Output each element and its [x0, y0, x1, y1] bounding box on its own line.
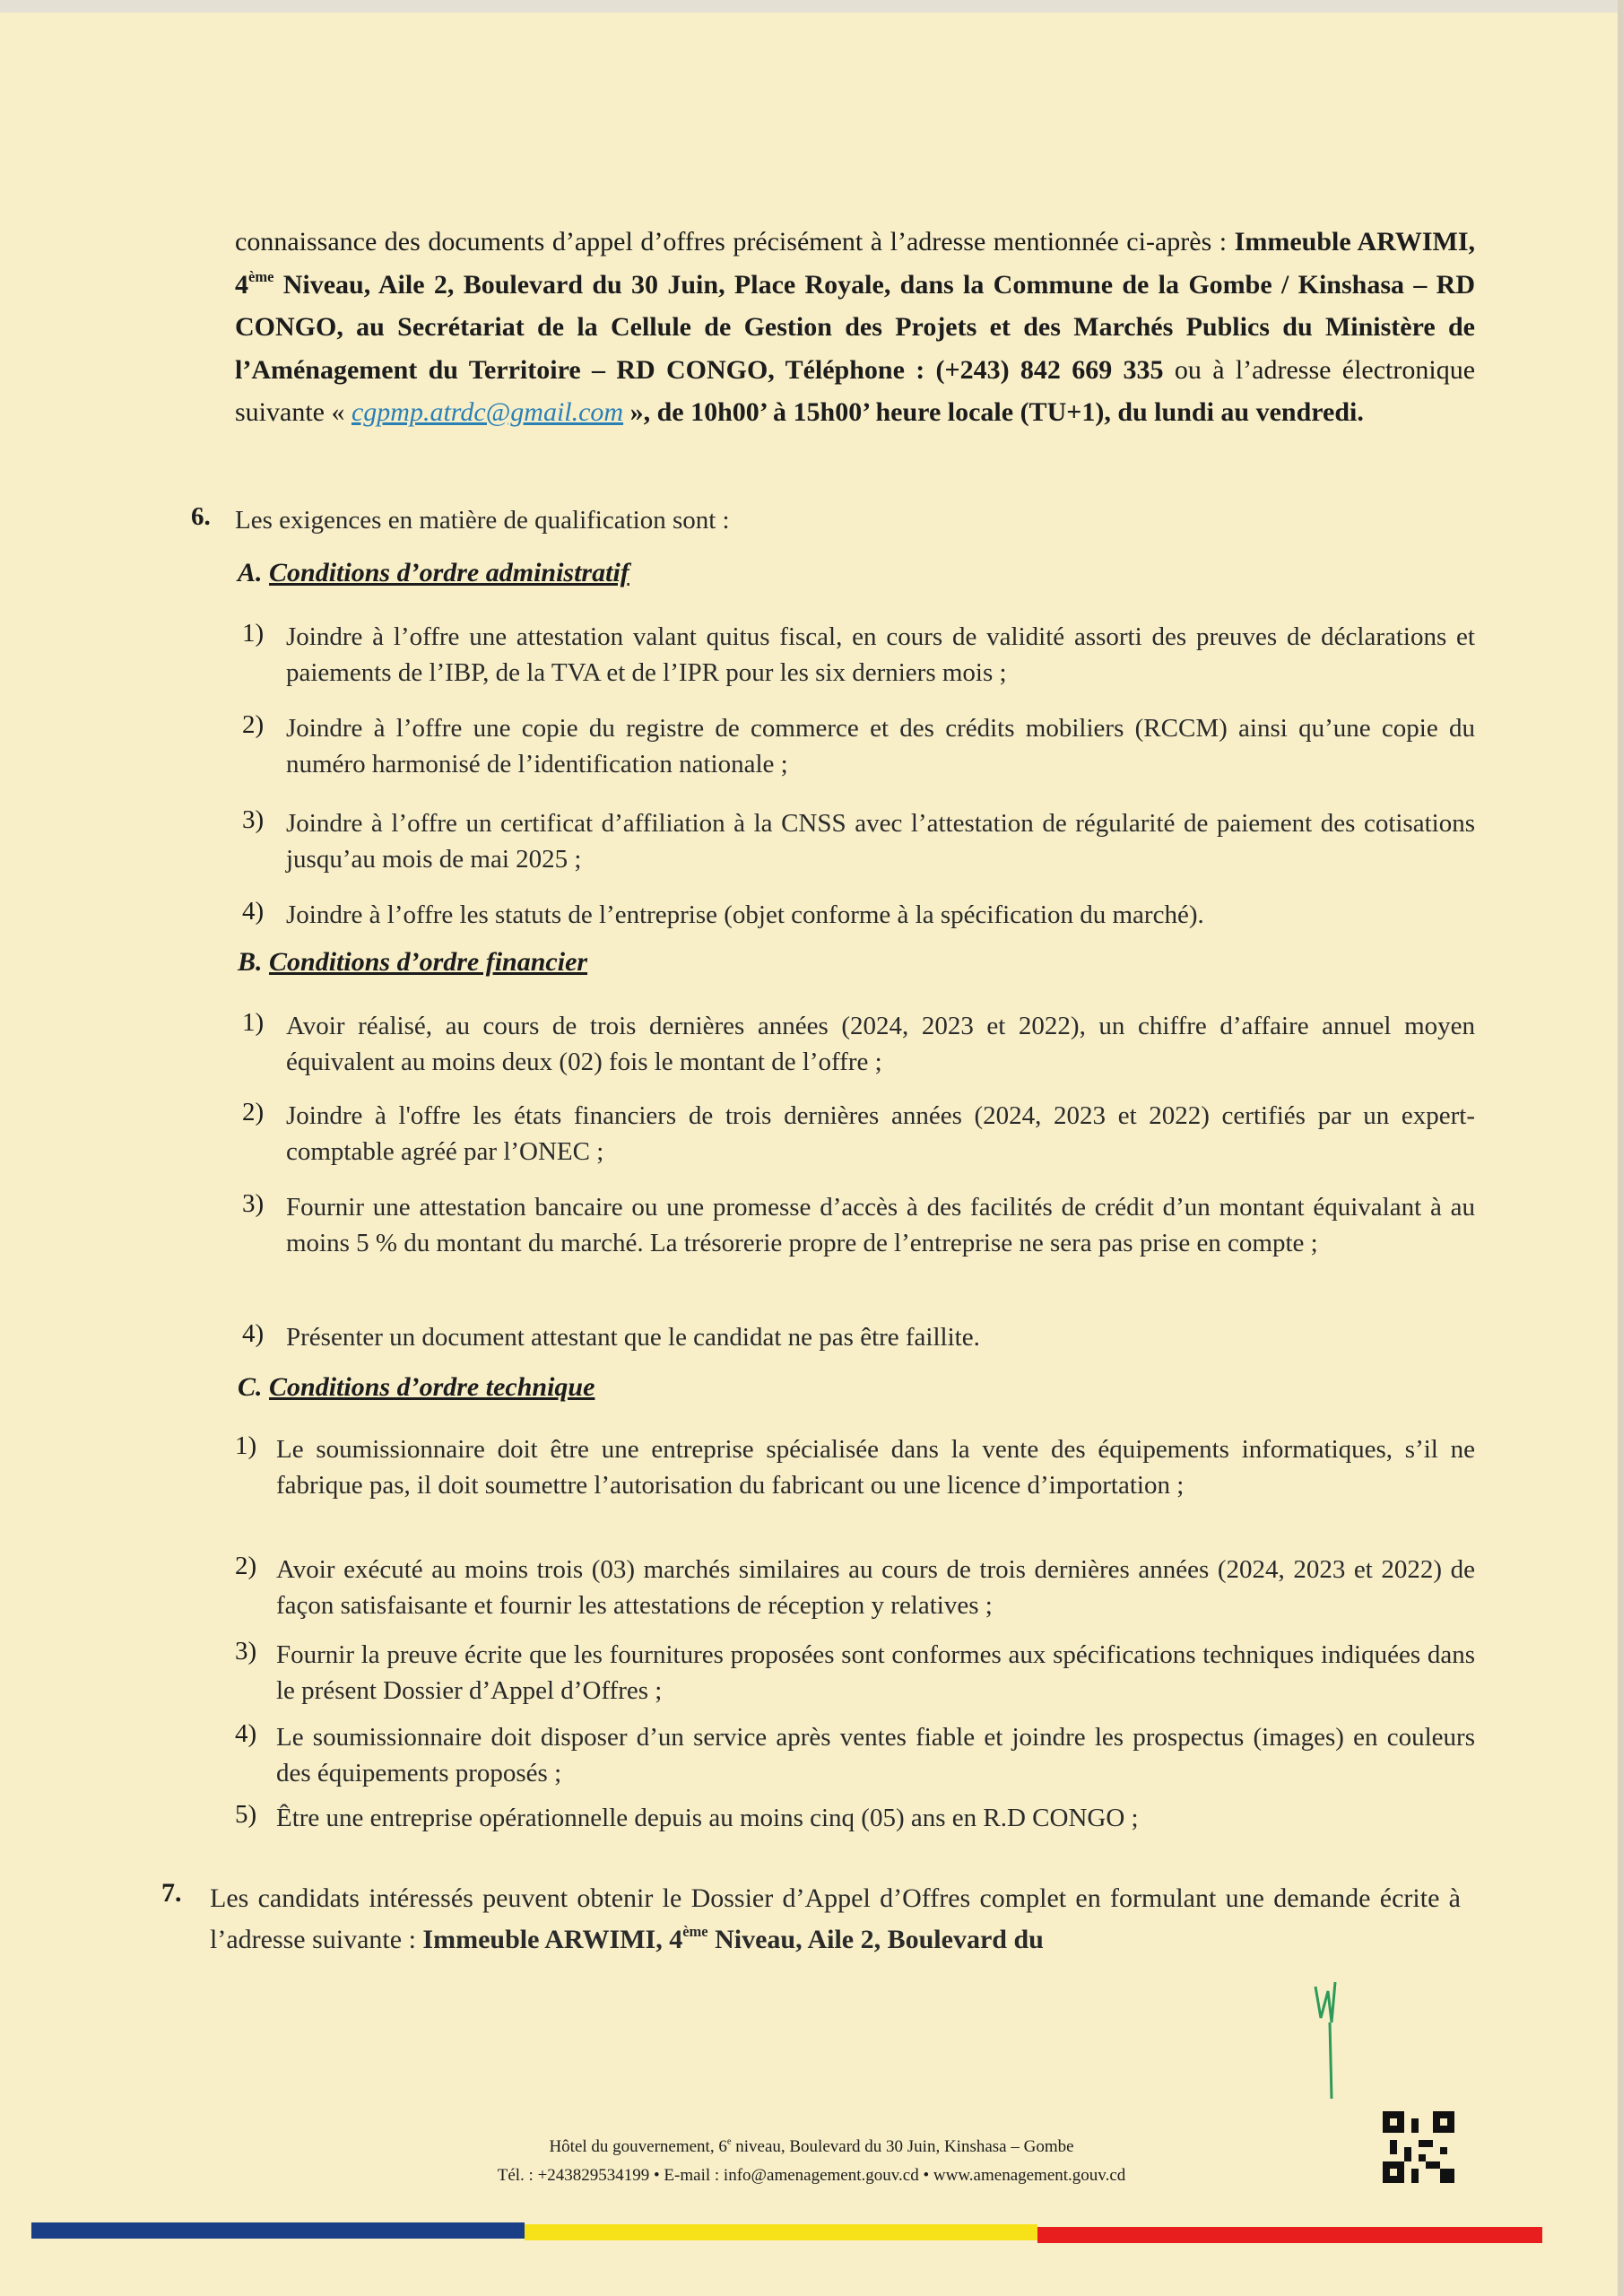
section-6-text: Les exigences en matière de qualification sont : [235, 506, 730, 535]
list-item-text: Joindre à l’offre les statuts de l’entreprise (objet conforme à la spécification du marché). [286, 900, 1204, 929]
intro-paragraph [235, 221, 1475, 434]
list-item-number: 3) [235, 1637, 257, 1665]
address-part: Niveau, Aile 2, Boulevard du 30 Juin, Place Royale, dans la Commune de la Gombe / Kinshasa – RD CONGO, au Secrétariat de la Cellule de Gestion des Projets et des Marchés Publics du Ministère de l’Aménagement du Territoire – RD CONGO, Téléphone : (+243) 842 669 335 [235, 269, 1475, 385]
section-7-body: Les candidats intéressés peuvent obtenir le Dossier d’Appel d’Offres complet en formulant une demande écrite à l’adresse suivante : [210, 1883, 1461, 1954]
section-b-heading [238, 947, 587, 978]
list-item-number: 5) [235, 1800, 257, 1829]
section-a-heading [238, 558, 629, 588]
address-part: Immeuble ARWIMI, 4 [422, 1925, 683, 1954]
list-item-text: Le soumissionnaire doit être une entreprise spécialisée dans la vente des équipements informatiques, s’il ne fabrique pas, il doit soumettre l’autorisation du fabricant ou une licence d’importation ; [276, 1435, 1475, 1500]
list-item-number: 3) [242, 1189, 265, 1218]
footer-contact: Tél. : +243829534199 • E-mail : info@amenagement.gouv.cd • www.amenagement.gouv.cd [497, 2166, 1126, 2185]
list-item-number: 2) [242, 1098, 265, 1126]
heading-letter: C. [238, 1372, 263, 1402]
list-item-text: Fournir la preuve écrite que les fournitures proposées sont conformes aux spécifications techniques indiquées dans le présent Dossier d’Appel d’Offres ; [276, 1640, 1475, 1705]
list-item-number: 2) [235, 1552, 257, 1580]
list-item-number: 3) [242, 805, 265, 834]
qr-code-icon [1383, 2111, 1454, 2183]
footer-address-part: Hôtel du gouvernement, 6 [549, 2137, 727, 2156]
footer-address-part: niveau, Boulevard du 30 Juin, Kinshasa – Gombe [731, 2137, 1074, 2156]
list-item-number: 1) [235, 1431, 257, 1460]
list-item-text: Joindre à l’offre une copie du registre de commerce et des crédits mobiliers (RCCM) ainsi qu’une copie du numéro harmonisé de l’identification nationale ; [286, 714, 1475, 778]
scan-right-edge [1618, 0, 1623, 2296]
list-item-text: Avoir exécuté au moins trois (03) marchés similaires au cours de trois dernières années (2024, 2023 et 2022) de façon satisfaisante et fournir les attestations de réception y relatives ; [276, 1555, 1475, 1620]
section-c-heading [238, 1372, 595, 1403]
flag-stripe-red [1037, 2227, 1542, 2243]
heading-letter: B. [238, 947, 263, 977]
intro-or-text: ou à l’adresse électronique suivante « [235, 354, 1476, 427]
address-part: Niveau, Aile 2, Boulevard du [707, 1925, 1044, 1954]
intro-lead: connaissance des documents d’appel d’offres précisément à l’adresse mentionnée ci-après : [235, 227, 1228, 257]
scan-top-edge [0, 0, 1623, 13]
section-7-text [210, 1878, 1461, 1961]
address-sup: ème [682, 1922, 708, 1940]
heading-title: Conditions d’ordre administratif [269, 558, 629, 587]
list-item-number: 1) [242, 1008, 265, 1037]
address-part: Immeuble ARWIMI, 4 [235, 227, 1475, 300]
footer-address [0, 2135, 1623, 2160]
footer-sup: e [726, 2136, 732, 2147]
section-7-number: 7. [161, 1878, 182, 1908]
intro-hours: », de 10h00’ à 15h00’ heure locale (TU+1), du lundi au vendredi. [623, 397, 1364, 427]
list-item-number: 4) [235, 1719, 257, 1748]
list-item-text: Avoir réalisé, au cours de trois dernières années (2024, 2023 et 2022), un chiffre d’affaire annuel moyen équivalent au moins deux (02) fois le montant de l’offre ; [286, 1012, 1475, 1076]
signature-mark [1305, 1969, 1358, 2103]
list-item-text: Joindre à l’offre un certificat d’affiliation à la CNSS avec l’attestation de régularité de paiement des cotisations jusqu’au mois de mai 2025 ; [286, 809, 1475, 874]
flag-stripe-yellow [525, 2224, 1037, 2240]
list-item-number: 1) [242, 619, 265, 648]
heading-title: Conditions d’ordre technique [269, 1372, 595, 1402]
list-item-number: 4) [242, 897, 265, 926]
list-item-text: Présenter un document attestant que le candidat ne pas être faillite. [286, 1323, 980, 1352]
list-item-text: Le soumissionnaire doit disposer d’un service après ventes fiable et joindre les prospectus (images) en couleurs des équipements proposés ; [276, 1723, 1475, 1787]
email-link[interactable]: cgpmp.atrdc@gmail.com [351, 397, 624, 427]
flag-stripe-blue [31, 2222, 525, 2239]
list-item-text: Joindre à l'offre les états financiers de trois dernières années (2024, 2023 et 2022) certifiés par un expert-comptable agréé par l’ONEC ; [286, 1101, 1475, 1166]
list-item-text: Fournir une attestation bancaire ou une promesse d’accès à des facilités de crédit d’un montant équivalant à au moins 5 % du montant du marché. La trésorerie propre de l’entreprise ne sera pas prise en compte ; [286, 1193, 1475, 1257]
list-item-number: 4) [242, 1319, 265, 1348]
section-6-number: 6. [191, 502, 211, 531]
list-item-text: Être une entreprise opérationnelle depuis au moins cinq (05) ans en R.D CONGO ; [276, 1804, 1139, 1832]
heading-title: Conditions d’ordre financier [269, 947, 588, 977]
section-7-address [422, 1922, 1044, 1954]
list-item-text: Joindre à l’offre une attestation valant quitus fiscal, en cours de validité assorti des preuves de déclarations et paiements de l’IBP, de la TVA et de l’IPR pour les six derniers mois ; [286, 622, 1475, 687]
list-item-number: 2) [242, 710, 265, 739]
heading-letter: A. [238, 558, 263, 587]
address-sup: ème [248, 267, 274, 285]
